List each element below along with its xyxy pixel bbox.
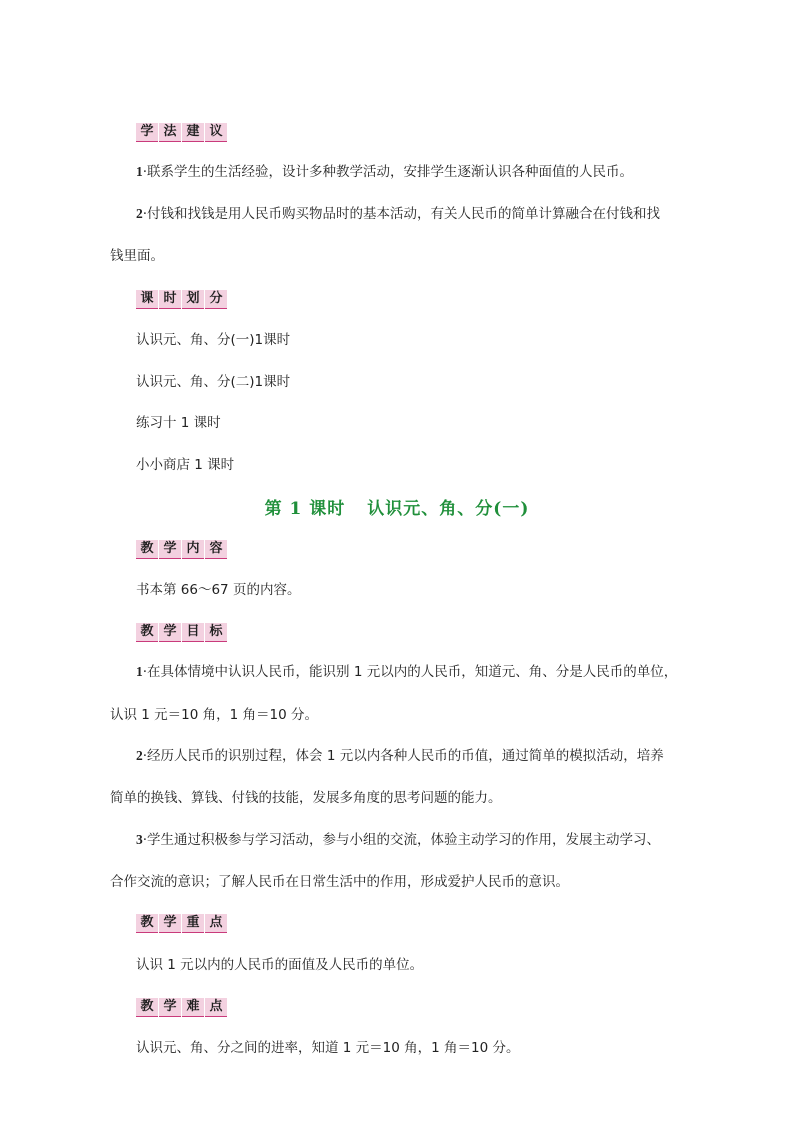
keshi-item-2: 认识元、角、分(二)1课时 [136,374,291,390]
tag-char: 教 [136,998,158,1017]
tag-char: 课 [136,290,158,309]
zhongdian-text: 认识 1 元以内的人民币的面值及人民币的单位。 [136,957,424,973]
section-tag-keshi [136,290,227,308]
mubiao-item-1: 1·在具体情境中认识人民币，能识别 1 元以内的人民币，知道元、角、分是人民币的单位， [136,664,678,680]
tag-char: 容 [205,540,227,559]
section-tag-mubiao [136,623,227,641]
tag-char: 时 [159,290,181,309]
tag-char: 建 [182,123,204,142]
tag-char: 学 [159,914,181,933]
section-tag-xuefa [136,123,227,141]
lesson-title: 第 1 课时 认识元、角、分(一) [264,499,530,519]
xuefa-item-1: 1·联系学生的生活经验，设计多种教学活动，安排学生逐渐认识各种面值的人民币。 [136,164,634,180]
section-tag-neirong [136,540,227,558]
mubiao-item-3: 3·学生通过积极参与学习活动，参与小组的交流，体验主动学习的作用，发展主动学习、 [136,832,661,848]
keshi-item-1: 认识元、角、分(一)1课时 [136,332,291,348]
keshi-item-3: 练习十 1 课时 [136,415,221,431]
tag-char: 教 [136,623,158,642]
section-tag-nandian [136,998,227,1016]
tag-char: 内 [182,540,204,559]
tag-char: 重 [182,914,204,933]
tag-char: 教 [136,914,158,933]
nandian-text: 认识元、角、分之间的进率，知道 1 元＝10 角，1 角＝10 分。 [136,1040,520,1056]
tag-char: 目 [182,623,204,642]
tag-char: 点 [205,914,227,933]
mubiao-item-1-cont: 认识 1 元＝10 角，1 角＝10 分。 [110,707,318,723]
tag-char: 学 [136,123,158,142]
mubiao-item-2-cont: 简单的换钱、算钱、付钱的技能，发展多角度的思考问题的能力。 [110,790,502,806]
tag-char: 议 [205,123,227,142]
tag-char: 学 [159,998,181,1017]
mubiao-item-2: 2·经历人民币的识别过程，体会 1 元以内各种人民币的币值，通过简单的模拟活动，培养 [136,748,664,764]
tag-char: 难 [182,998,204,1017]
tag-char: 点 [205,998,227,1017]
tag-char: 法 [159,123,181,142]
keshi-item-4: 小小商店 1 课时 [136,457,235,473]
tag-char: 学 [159,623,181,642]
section-tag-zhongdian [136,914,227,932]
tag-char: 学 [159,540,181,559]
tag-char: 分 [205,290,227,309]
tag-char: 教 [136,540,158,559]
mubiao-item-3-cont: 合作交流的意识；了解人民币在日常生活中的作用，形成爱护人民币的意识。 [110,874,569,890]
xuefa-item-2-cont: 钱里面。 [110,248,164,264]
tag-char: 划 [182,290,204,309]
tag-char: 标 [205,623,227,642]
xuefa-item-2: 2·付钱和找钱是用人民币购买物品时的基本活动，有关人民币的简单计算融合在付钱和找 [136,206,661,222]
neirong-text: 书本第 66～67 页的内容。 [136,582,301,598]
